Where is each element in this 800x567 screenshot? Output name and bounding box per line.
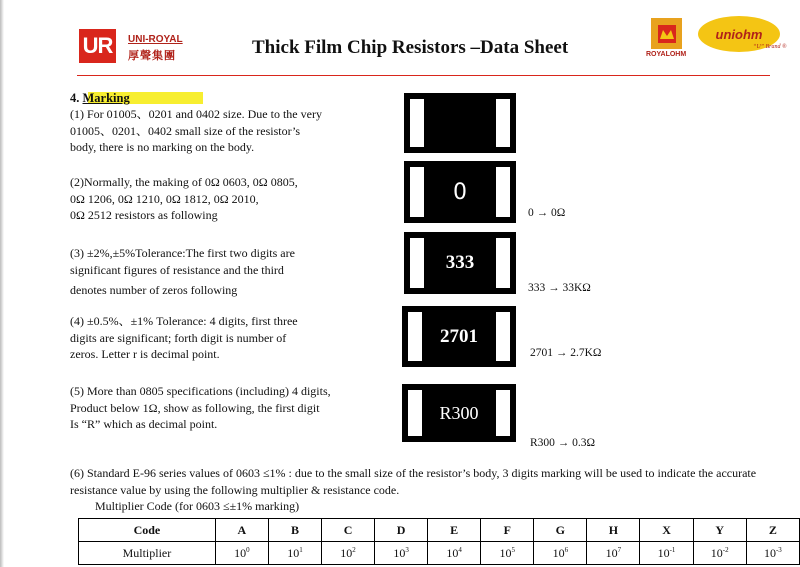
marking-item-2-text	[70, 174, 298, 224]
marking-item-3-text	[70, 245, 295, 299]
text-line: 0Ω 1206, 0Ω 1210, 0Ω 1812, 0Ω 2010,	[70, 191, 259, 206]
decode-result-333: 333 → 33KΩ	[528, 282, 591, 294]
table-cell: $10^7$	[587, 542, 640, 565]
chip-resistor-2701	[402, 306, 516, 367]
table-header-cell: Y	[693, 519, 746, 542]
chip-terminal-right	[496, 238, 510, 288]
section-number: 4.	[70, 91, 80, 105]
table-header-cell: E	[428, 519, 481, 542]
chip-terminal-right	[496, 167, 510, 217]
uniroyal-chinese-text: 厚聲集團	[128, 50, 176, 62]
table-header-row	[79, 519, 800, 542]
chip-body	[422, 386, 496, 440]
marking-item-5-text	[70, 383, 331, 433]
chip-terminal-left	[408, 312, 422, 361]
ur-logo-text: UR	[82, 33, 113, 58]
chip-terminal-left	[408, 390, 422, 436]
table-cell: $10^{-1}$	[640, 542, 693, 565]
table-header-cell: Z	[746, 519, 799, 542]
marking-item-1-text	[70, 106, 322, 156]
table-row	[79, 542, 800, 565]
table-header-cell: Code	[79, 519, 216, 542]
chip-body	[424, 163, 496, 221]
uniohm-logo-text: uniohm	[715, 26, 763, 42]
table-header-cell: X	[640, 519, 693, 542]
chip-resistor-unmarked	[404, 93, 516, 153]
table-header-cell: D	[375, 519, 428, 542]
chip-terminal-right	[496, 99, 510, 147]
uniroyal-logo-text: UNI-ROYAL	[128, 34, 183, 45]
decode-result-r300: R300 → 0.3Ω	[530, 437, 596, 449]
chip-terminal-right	[496, 390, 510, 436]
text-line: 01005、0201、0402 small size of the resistor’s	[70, 123, 301, 138]
table-cell: $10^{-2}$	[693, 542, 746, 565]
table-header-cell: F	[481, 519, 534, 542]
multiplier-table-caption: Multiplier Code (for 0603 ≤±1% marking)	[95, 499, 300, 513]
text-line: (6) Standard E-96 series values of 0603 ≤1% : due to the small size of the resistor’s body, 3 digits marking will be used to indicate the accurate	[70, 466, 757, 480]
table-cell: $10^2$	[321, 542, 374, 565]
text-line: Is “R” which as decimal point.	[70, 417, 218, 431]
text-line: (1) For 01005、0201 and 0402 size. Due to the very	[70, 107, 322, 121]
e96-description	[70, 465, 795, 498]
text-line: resistance value by using the following multiplier & resistance code.	[70, 482, 400, 497]
table-cell: $10^5$	[481, 542, 534, 565]
text-line: (2)Normally, the making of 0Ω 0603, 0Ω 0805,	[70, 175, 298, 189]
chip-terminal-right	[496, 312, 510, 361]
multiplier-code-table	[78, 518, 800, 565]
uniohm-logo-subtext: “U” Brand ®	[753, 44, 787, 50]
marking-item-4-text	[70, 313, 298, 363]
table-cell: $10^6$	[534, 542, 587, 565]
chip-marking: 2701	[440, 325, 478, 347]
chip-resistor-r300	[402, 384, 516, 442]
document-title: Thick Film Chip Resistors –Data Sheet	[252, 37, 569, 58]
chip-terminal-left	[410, 99, 424, 147]
text-line: denotes number of zeros following	[70, 283, 238, 297]
page-edge-shadow	[0, 0, 4, 567]
chip-terminal-left	[410, 167, 424, 217]
table-header-cell: G	[534, 519, 587, 542]
text-line: (3) ±2%,±5%Tolerance:The first two digits are	[70, 246, 295, 260]
table-header-cell: C	[321, 519, 374, 542]
chip-resistor-333	[404, 232, 516, 294]
table-cell: Multiplier	[79, 542, 216, 565]
table-cell: $10^3$	[375, 542, 428, 565]
text-line: zeros. Letter r is decimal point.	[70, 347, 220, 361]
chip-resistor-zero-ohm	[404, 161, 516, 223]
table-header-cell: A	[215, 519, 268, 542]
section-title: Marking	[82, 91, 130, 105]
chip-marking: 0	[453, 179, 467, 205]
chip-body	[424, 95, 496, 151]
ur-logo	[79, 29, 116, 63]
text-line: (4) ±0.5%、±1% Tolerance: 4 digits, first three	[70, 314, 298, 328]
text-line: Product below 1Ω, show as following, the first digit	[70, 400, 320, 415]
header-divider	[77, 75, 770, 76]
text-line: (5) More than 0805 specifications (including) 4 digits,	[70, 384, 331, 398]
table-cell: $10^{-3}$	[746, 542, 799, 565]
decode-result-zero: 0 → 0Ω	[528, 207, 566, 219]
text-line: digits are significant; forth digit is number of	[70, 330, 287, 345]
royalohm-logo-text: ROYALOHM	[646, 51, 687, 58]
chip-marking: 333	[445, 252, 475, 273]
chip-body	[422, 308, 496, 365]
table-cell: $10^0$	[215, 542, 268, 565]
text-line: significant figures of resistance and the third	[70, 262, 284, 277]
chip-terminal-left	[410, 238, 424, 288]
chip-body	[424, 234, 496, 292]
text-line: 0Ω 2512 resistors as following	[70, 208, 218, 222]
decode-result-2701: 2701 → 2.7KΩ	[530, 347, 602, 359]
section-heading	[70, 91, 130, 106]
table-header-cell: B	[268, 519, 321, 542]
table-cell: $10^4$	[428, 542, 481, 565]
table-header-cell: H	[587, 519, 640, 542]
table-cell: $10^1$	[268, 542, 321, 565]
royalohm-crown-icon	[655, 22, 679, 46]
text-line: body, there is no marking on the body.	[70, 140, 255, 154]
royalohm-logo-icon	[651, 18, 682, 49]
chip-marking: R300	[439, 402, 479, 423]
